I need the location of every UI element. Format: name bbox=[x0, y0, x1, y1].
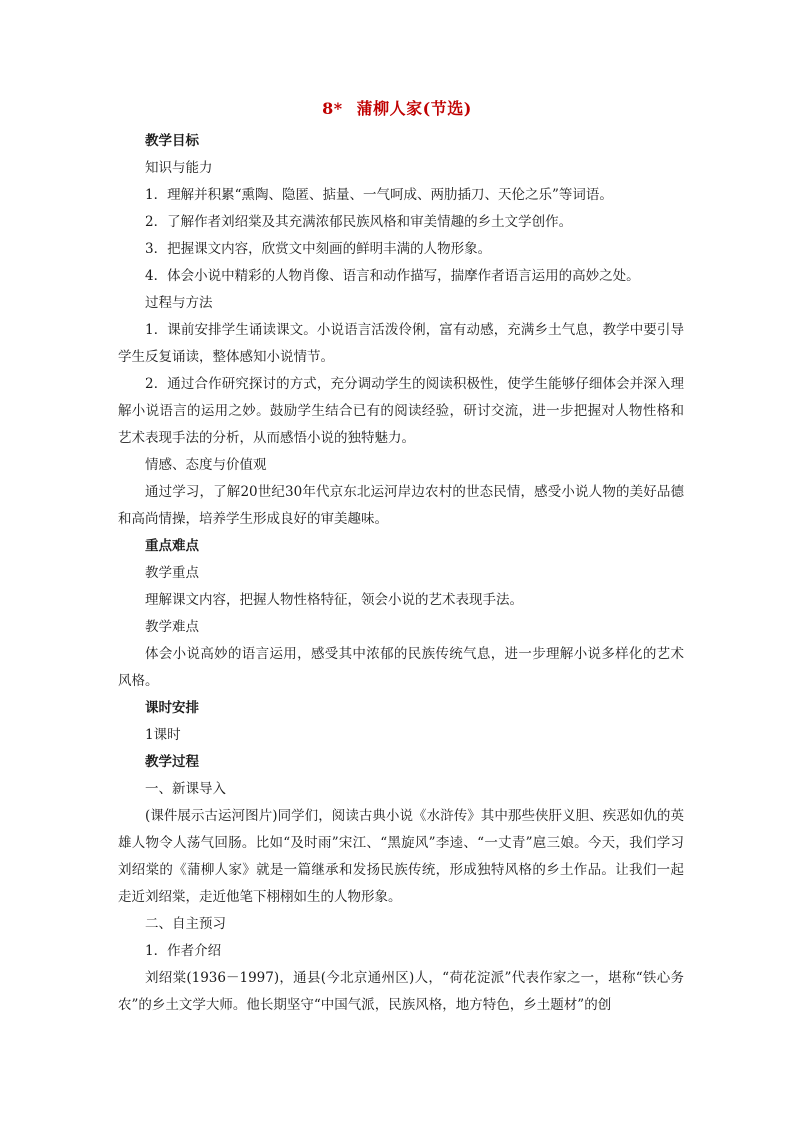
body-paragraph: 一、新课导入 bbox=[145, 781, 226, 797]
body-paragraph: 3．把握课文内容，欣赏文中刻画的鲜明丰满的人物形象。 bbox=[145, 241, 492, 257]
body-paragraph: 1．理解并积累“熏陶、隐匿、掂量、一气呵成、两肋插刀、天伦之乐”等词语。 bbox=[145, 187, 613, 203]
section-heading: 教学目标 bbox=[145, 133, 199, 149]
body-paragraph: 教学难点 bbox=[145, 619, 199, 635]
body-paragraph: 刘绍棠(1936－1997)，通县(今北京通州区)人，“荷花淀派”代表作家之一，堪称“铁心务农”的乡土文学大师。他长期坚守“中国气派，民族风格，地方特色，乡土题材”的创 bbox=[118, 970, 684, 1013]
body-paragraph: 教学重点 bbox=[145, 565, 199, 581]
document-body bbox=[118, 128, 684, 1019]
body-paragraph: 1课时 bbox=[145, 727, 181, 743]
body-paragraph: 二、自主预习 bbox=[145, 916, 226, 932]
lesson-title-text: 蒲柳人家(节选) bbox=[356, 99, 472, 118]
body-paragraph: 理解课文内容，把握人物性格特征，领会小说的艺术表现手法。 bbox=[145, 592, 523, 608]
section-heading: 教学过程 bbox=[145, 754, 199, 770]
lesson-title bbox=[0, 96, 794, 119]
body-paragraph: 4．体会小说中精彩的人物肖像、语言和动作描写，揣摩作者语言运用的高妙之处。 bbox=[145, 268, 640, 284]
body-paragraph: (课件展示古运河图片)同学们，阅读古典小说《水浒传》其中那些侠肝义胆、疾恶如仇的英雄人物令人荡气回肠。比如“及时雨”宋江、“黑旋风”李逵、“一丈青”扈三娘。今天，我们学习刘绍棠的《蒲柳人家》就是一篇继承和发扬民族传统，形成独特风格的乡土作品。让我们一起走近刘绍棠，走近他笔下栩栩如生的人物形象。 bbox=[118, 808, 684, 905]
section-heading: 重点难点 bbox=[145, 538, 199, 554]
body-paragraph: 过程与方法 bbox=[145, 295, 213, 311]
body-paragraph: 1．课前安排学生诵读课文。小说语言活泼伶俐，富有动感，充满乡土气息，教学中要引导学生反复诵读，整体感知小说情节。 bbox=[118, 322, 684, 365]
body-paragraph: 2．了解作者刘绍棠及其充满浓郁民族风格和审美情趣的乡土文学创作。 bbox=[145, 214, 573, 230]
body-paragraph: 知识与能力 bbox=[145, 160, 213, 176]
body-paragraph: 体会小说高妙的语言运用，感受其中浓郁的民族传统气息，进一步理解小说多样化的艺术风格。 bbox=[118, 646, 684, 689]
section-heading: 课时安排 bbox=[145, 700, 199, 716]
body-paragraph: 2．通过合作研究探讨的方式，充分调动学生的阅读积极性，使学生能够仔细体会并深入理解小说语言的运用之妙。鼓励学生结合已有的阅读经验，研讨交流，进一步把握对人物性格和艺术表现手法的分析，从而感悟小说的独特魅力。 bbox=[118, 376, 684, 446]
lesson-number: 8* bbox=[322, 99, 343, 118]
body-paragraph: 通过学习，了解20世纪30年代京东北运河岸边农村的世态民情，感受小说人物的美好品德和高尚情操，培养学生形成良好的审美趣味。 bbox=[118, 484, 684, 527]
body-paragraph: 1．作者介绍 bbox=[145, 943, 222, 959]
body-paragraph: 情感、态度与价值观 bbox=[145, 457, 267, 473]
